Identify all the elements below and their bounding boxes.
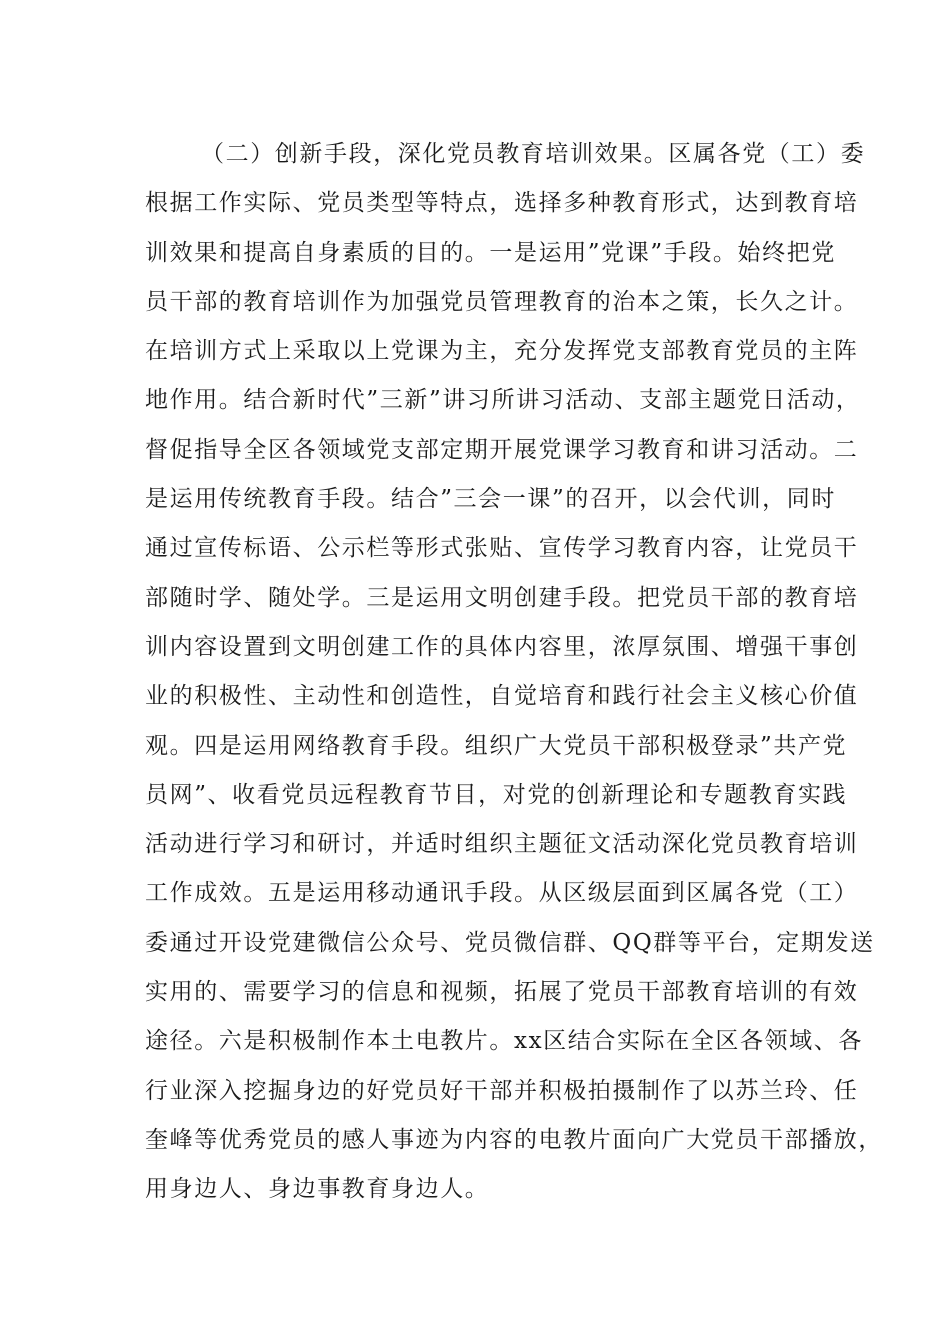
paragraph-line: 通过宣传标语、公示栏等形式张贴、宣传学习教育内容，让党员干 — [145, 535, 859, 562]
paragraph-line: 用身边人、身边事教育身边人。 — [145, 1176, 490, 1203]
paragraph-line: 部随时学、随处学。三是运用文明创建手段。把党员干部的教育培 — [145, 584, 859, 611]
paragraph-line: 训内容设置到文明创建工作的具体内容里，浓厚氛围、增强干事创 — [145, 633, 859, 660]
paragraph-line: 实用的、需要学习的信息和视频，拓展了党员干部教育培训的有效 — [145, 979, 859, 1006]
paragraph-line: 业的积极性、主动性和创造性，自觉培育和践行社会主义核心价值 — [145, 683, 859, 710]
paragraph-line: 员干部的教育培训作为加强党员管理教育的治本之策，长久之计。 — [145, 288, 859, 315]
paragraph-line: 根据工作实际、党员类型等特点，选择多种教育形式，达到教育培 — [145, 190, 859, 217]
paragraph-line: 地作用。结合新时代”三新”讲习所讲习活动、支部主题党日活动， — [145, 387, 861, 414]
paragraph-line: 途径。六是积极制作本土电教片。xx区结合实际在全区各领域、各 — [145, 1028, 863, 1055]
paragraph-line: 员网”、收看党员远程教育节目，对党的创新理论和专题教育实践 — [145, 781, 848, 808]
paragraph-line: 在培训方式上采取以上党课为主，充分发挥党支部教育党员的主阵 — [145, 338, 859, 365]
paragraph-line: 活动进行学习和研讨，并适时组织主题征文活动深化党员教育培训 — [145, 831, 859, 858]
paragraph-line: （二）创新手段，深化党员教育培训效果。区属各党（工）委 — [201, 141, 866, 167]
paragraph-line: 工作成效。五是运用移动通讯手段。从区级层面到区属各党（工） — [145, 880, 859, 907]
paragraph-line: 训效果和提高自身素质的目的。一是运用”党课”手段。始终把党 — [145, 239, 836, 266]
paragraph-line: 是运用传统教育手段。结合”三会一课”的召开，以会代训，同时 — [145, 486, 836, 513]
body-paragraph — [145, 130, 883, 1215]
paragraph-line: 委通过开设党建微信公众号、党员微信群、QQ群等平台，定期发送 — [145, 929, 875, 956]
paragraph-line: 奎峰等优秀党员的感人事迹为内容的电教片面向广大党员干部播放， — [145, 1126, 883, 1153]
paragraph-line: 行业深入挖掘身边的好党员好干部并积极拍摄制作了以苏兰玲、任 — [145, 1077, 859, 1104]
paragraph-line: 观。四是运用网络教育手段。组织广大党员干部积极登录”共产党 — [145, 732, 848, 759]
paragraph-line: 督促指导全区各领域党支部定期开展党课学习教育和讲习活动。二 — [145, 436, 859, 463]
